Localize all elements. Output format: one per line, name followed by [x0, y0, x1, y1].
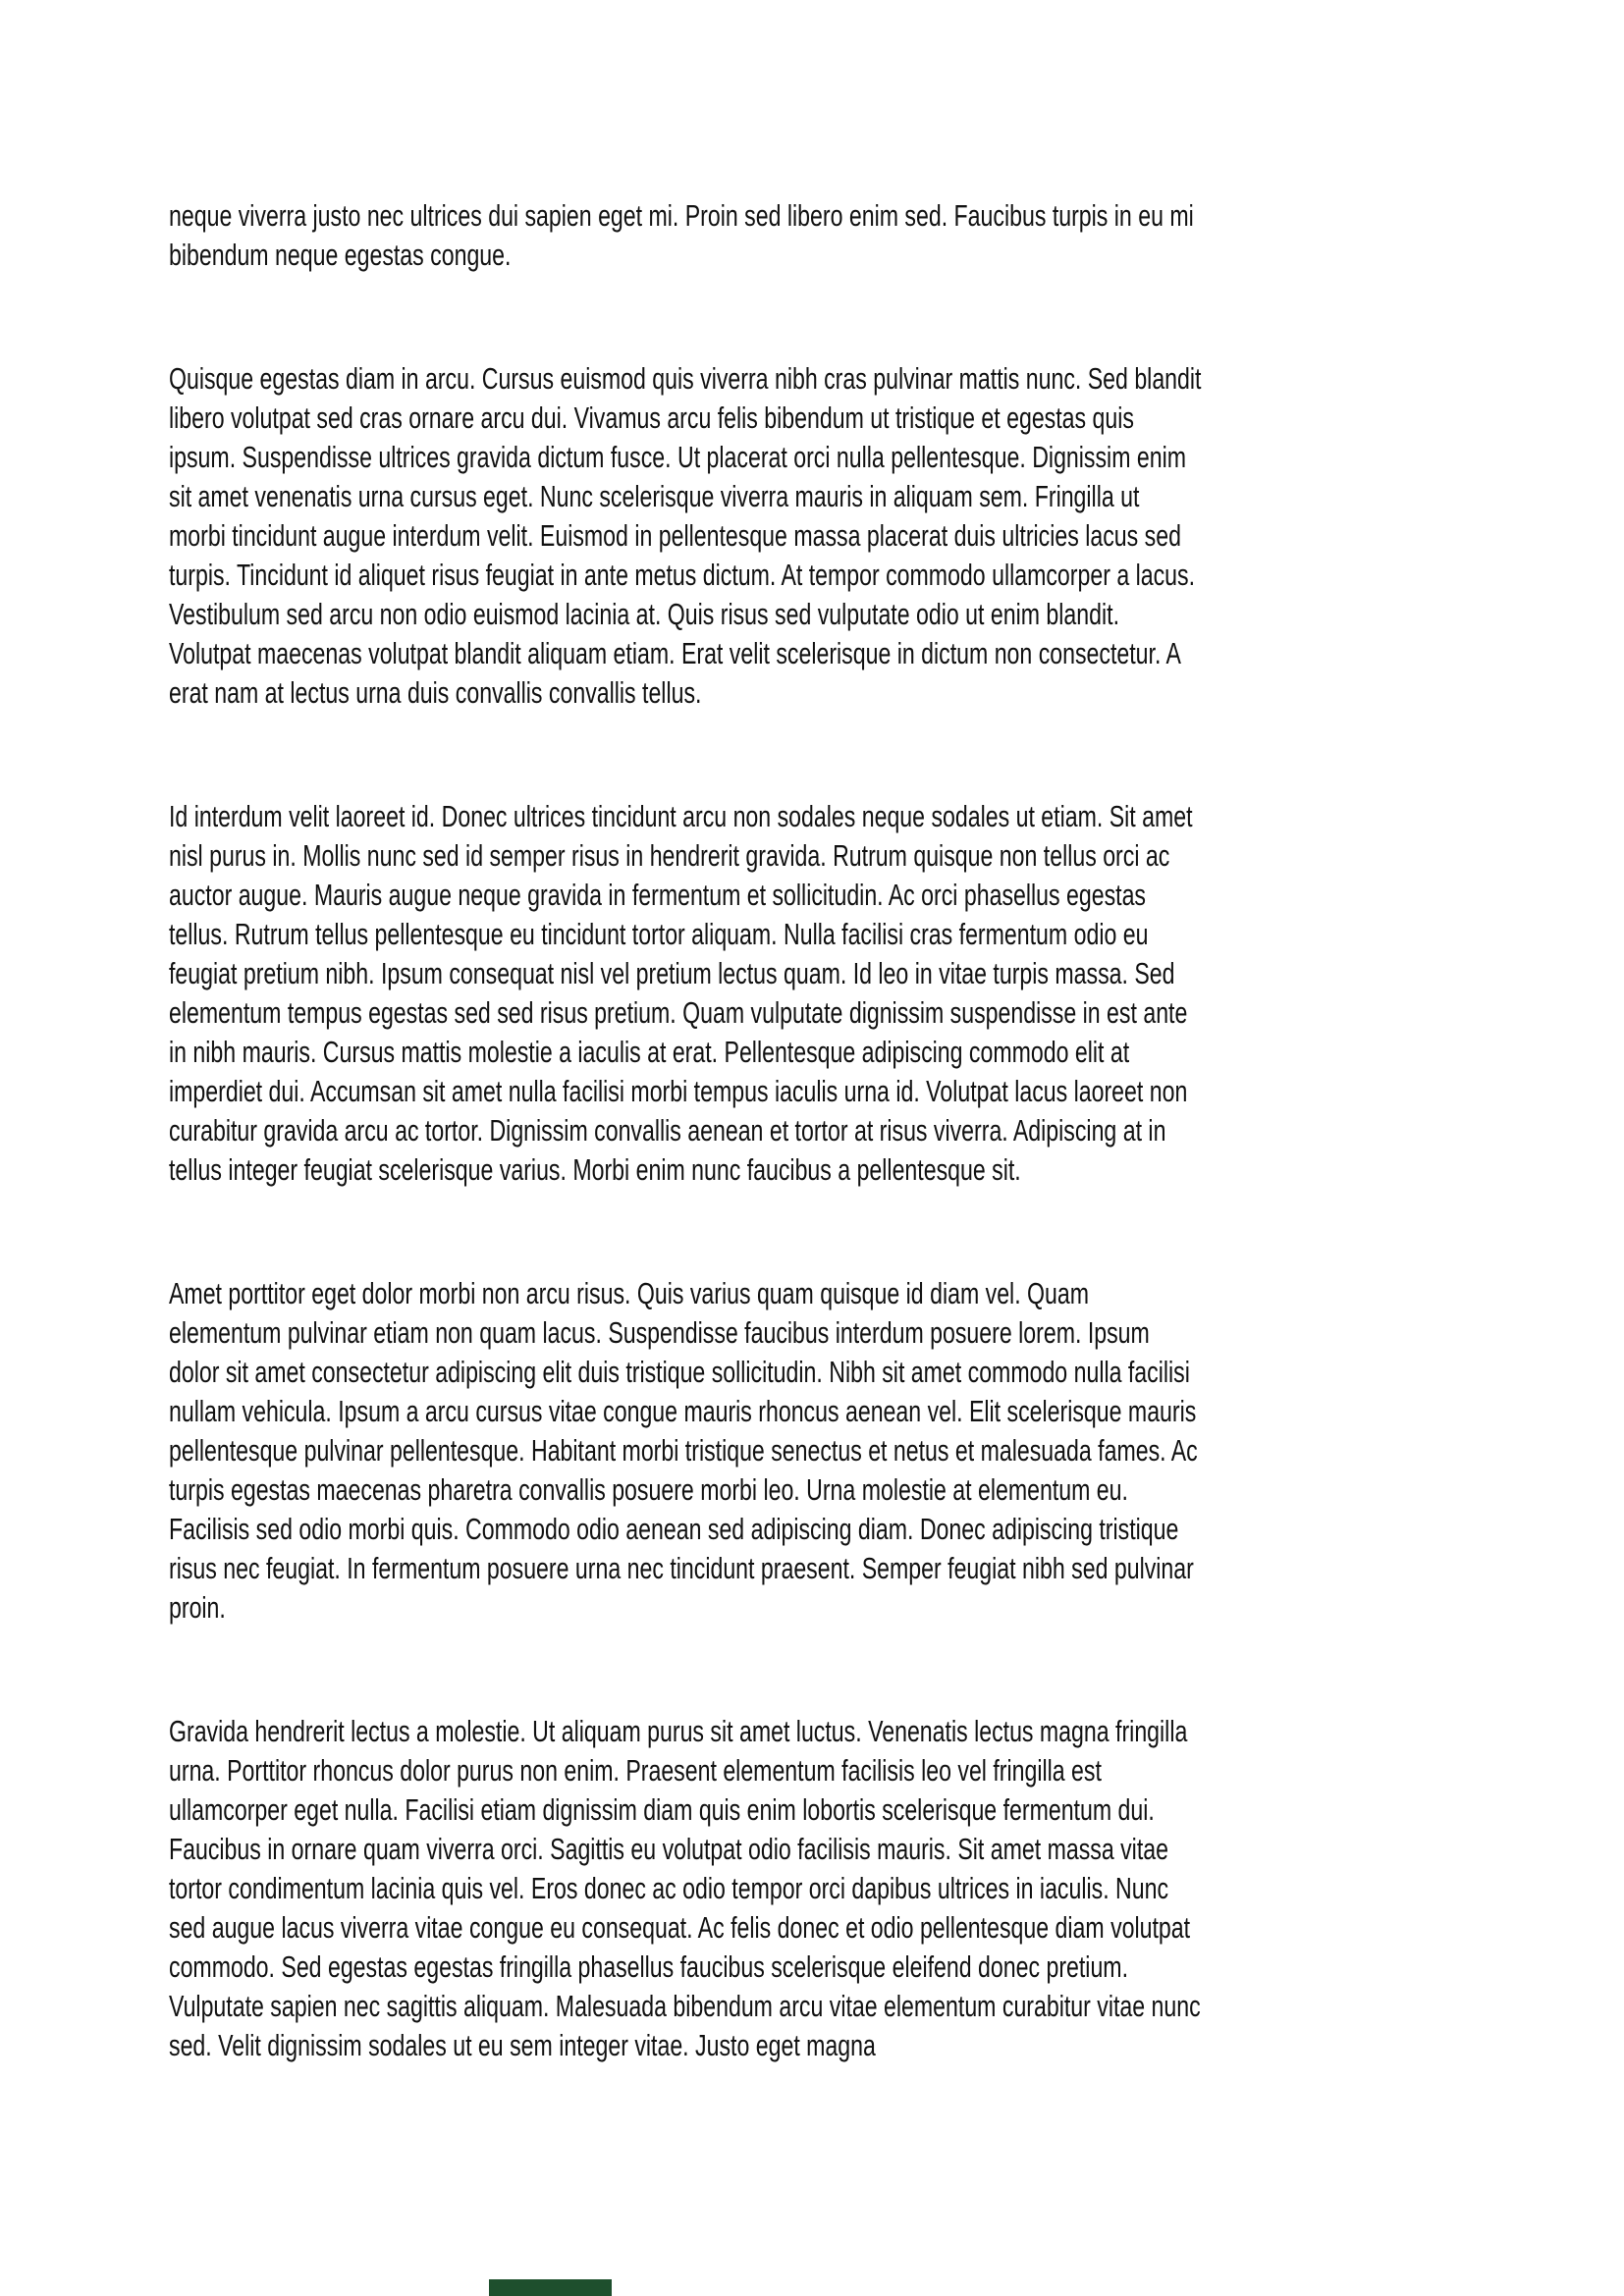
document-body-text	[169, 196, 1202, 2150]
paragraph-4: Amet porttitor eget dolor morbi non arcu risus. Quis varius quam quisque id diam vel. Quam elementum pulvinar etiam non quam lacus. Suspendisse faucibus interdum posuere lorem. Ipsum dolor sit amet consectetur adipiscing elit duis tristique sollicitudin. Nibh sit amet commodo nulla facilisi nullam vehicula. Ipsum a arcu cursus vitae congue mauris rhoncus aenean vel. Elit scelerisque mauris pellentesque pulvinar pellentesque. Habitant morbi tristique senectus et netus et malesuada fames. Ac turpis egestas maecenas pharetra convallis posuere morbi leo. Urna molestie at elementum eu. Facilisis sed odio morbi quis. Commodo odio aenean sed adipiscing diam. Donec adipiscing tristique risus nec feugiat. In fermentum posuere urna nec tincidunt praesent. Semper feugiat nibh sed pulvinar proin.	[169, 1276, 1198, 1625]
page-bottom-green-fragment	[489, 2279, 612, 2296]
paragraph-5: Gravida hendrerit lectus a molestie. Ut aliquam purus sit amet luctus. Venenatis lectus magna fringilla urna. Porttitor rhoncus dolor purus non enim. Praesent elementum facilisis leo vel fringilla est ullamcorper eget nulla. Facilisi etiam dignissim diam quis enim lobortis scelerisque fermentum dui. Faucibus in ornare quam viverra orci. Sagittis eu volutpat odio facilisis mauris. Sit amet massa vitae tortor condimentum lacinia quis vel. Eros donec ac odio tempor orci dapibus ultrices in iaculis. Nunc sed augue lacus viverra vitae congue eu consequat. Ac felis donec et odio pellentesque diam volutpat commodo. Sed egestas egestas fringilla phasellus faucibus scelerisque eleifend donec pretium. Vulputate sapien nec sagittis aliquam. Malesuada bibendum arcu vitae elementum curabitur vitae nunc sed. Velit dignissim sodales ut eu sem integer vitae. Justo eget magna	[169, 1714, 1201, 2062]
paragraph-1: neque viverra justo nec ultrices dui sapien eget mi. Proin sed libero enim sed. Faucibus turpis in eu mi bibendum neque egestas congue.	[169, 198, 1194, 272]
paragraph-3: Id interdum velit laoreet id. Donec ultrices tincidunt arcu non sodales neque sodales ut etiam. Sit amet nisl purus in. Mollis nunc sed id semper risus in hendrerit gravida. Rutrum quisque non tellus orci ac auctor augue. Mauris augue neque gravida in fermentum et sollicitudin. Ac orci phasellus egestas tellus. Rutrum tellus pellentesque eu tincidunt tortor aliquam. Nulla facilisi cras fermentum odio eu feugiat pretium nibh. Ipsum consequat nisl vel pretium lectus quam. Id leo in vitae turpis massa. Sed elementum tempus egestas sed sed risus pretium. Quam vulputate dignissim suspendisse in est ante in nibh mauris. Cursus mattis molestie a iaculis at erat. Pellentesque adipiscing commodo elit at imperdiet dui. Accumsan sit amet nulla facilisi morbi tempus iaculis urna id. Volutpat lacus laoreet non curabitur gravida arcu ac tortor. Dignissim convallis aenean et tortor at risus viverra. Adipiscing at in tellus integer feugiat scelerisque varius. Morbi enim nunc faucibus a pellentesque sit.	[169, 799, 1193, 1187]
paragraph-2: Quisque egestas diam in arcu. Cursus euismod quis viverra nibh cras pulvinar mattis nunc. Sed blandit libero volutpat sed cras ornare arcu dui. Vivamus arcu felis bibendum ut tristique et egestas quis ipsum. Suspendisse ultrices gravida dictum fusce. Ut placerat orci nulla pellentesque. Dignissim enim sit amet venenatis urna cursus eget. Nunc scelerisque viverra mauris in aliquam sem. Fringilla ut morbi tincidunt augue interdum velit. Euismod in pellentesque massa placerat duis ultricies lacus sed turpis. Tincidunt id aliquet risus feugiat in ante metus dictum. At tempor commodo ullamcorper a lacus. Vestibulum sed arcu non odio euismod lacinia at. Quis risus sed vulputate odio ut enim blandit. Volutpat maecenas volutpat blandit aliquam etiam. Erat velit scelerisque in dictum non consectetur. A erat nam at lectus urna duis convallis convallis tellus.	[169, 361, 1202, 710]
